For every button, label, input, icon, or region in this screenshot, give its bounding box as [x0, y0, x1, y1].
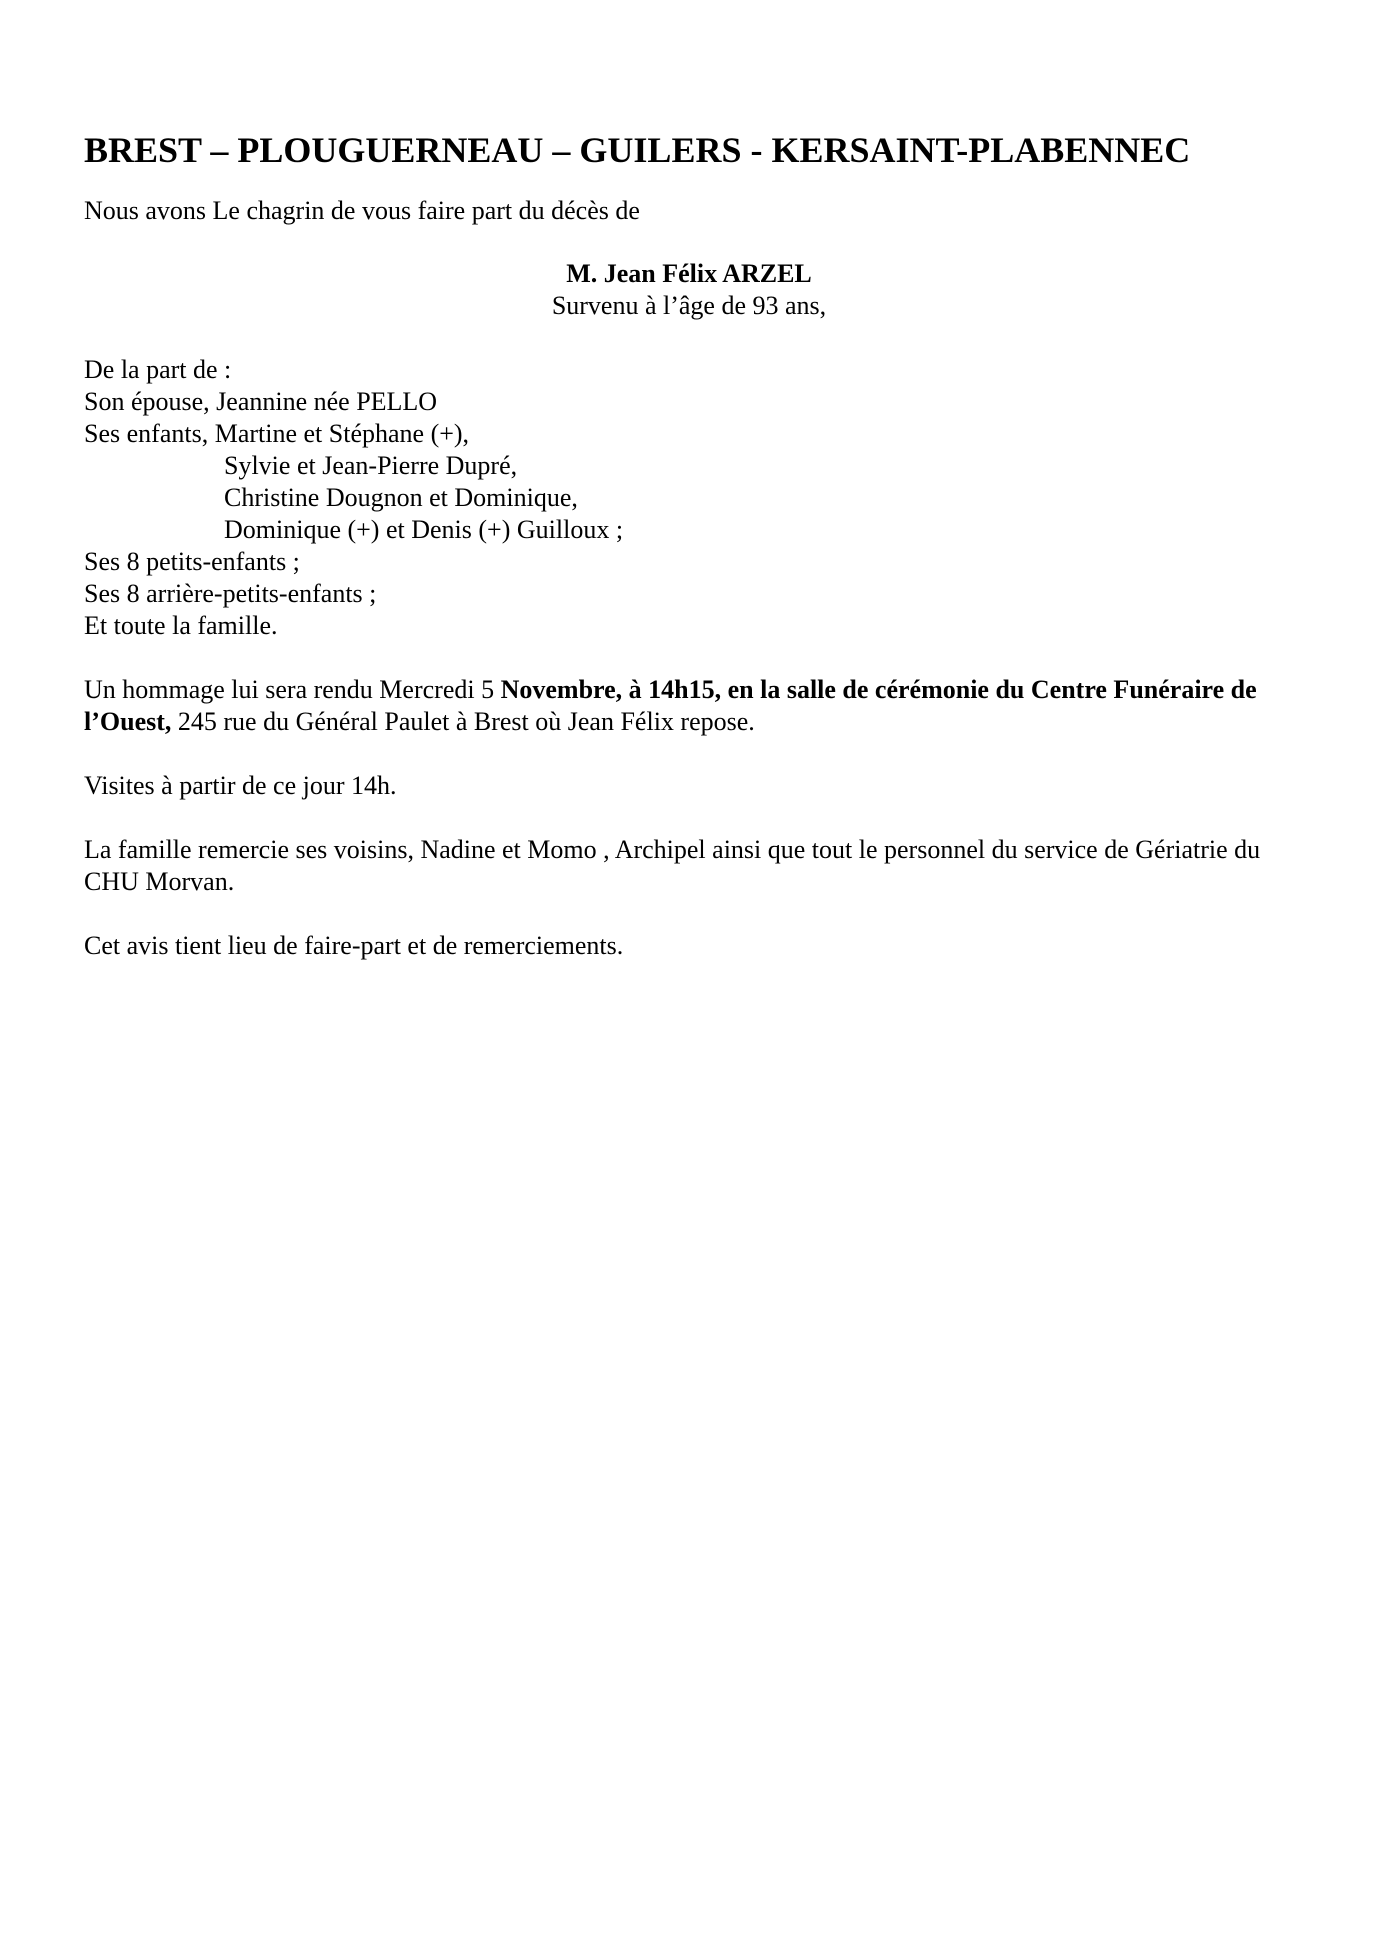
- ceremony-text: Un hommage lui sera rendu Mercredi 5: [84, 675, 501, 704]
- deceased-block: [84, 258, 1294, 322]
- great-grandchildren-line: Ses 8 arrière-petits-enfants ;: [84, 579, 377, 608]
- children-line: Dominique (+) et Denis (+) Guilloux ;: [224, 515, 624, 544]
- ceremony-address: 245 rue du Général Paulet à Brest où Jean Félix repose.: [171, 707, 755, 736]
- spouse-line: Son épouse, Jeannine née PELLO: [84, 387, 438, 416]
- children-line: Christine Dougnon et Dominique,: [224, 483, 578, 512]
- children-line: Sylvie et Jean-Pierre Dupré,: [224, 451, 518, 480]
- intro-line: Nous avons Le chagrin de vous faire part du décès de: [84, 196, 640, 225]
- ceremony-paragraph: [84, 674, 1294, 738]
- closing-line: Cet avis tient lieu de faire-part et de remerciements.: [84, 931, 624, 960]
- ceremony-location: Novembre, à 14h15, en la salle de cérémonie du Centre Funéraire de l’Ouest,: [84, 675, 1257, 736]
- thanks-paragraph: La famille remercie ses voisins, Nadine et Momo , Archipel ainsi que tout le personnel du service de Gériatrie du CHU Morvan.: [84, 835, 1261, 896]
- children-line: Ses enfants, Martine et Stéphane (+),: [84, 419, 470, 448]
- from-label: De la part de :: [84, 355, 232, 384]
- grandchildren-line: Ses 8 petits-enfants ;: [84, 547, 300, 576]
- notice-headline: BREST – PLOUGUERNEAU – GUILERS - KERSAINT-PLABENNEC: [84, 130, 1191, 170]
- age-line: Survenu à l’âge de 93 ans,: [551, 291, 827, 320]
- all-family-line: Et toute la famille.: [84, 611, 278, 640]
- notice-body: [84, 128, 1294, 962]
- family-list: [84, 354, 1294, 642]
- deceased-name: M. Jean Félix ARZEL: [566, 259, 812, 288]
- visits-line: Visites à partir de ce jour 14h.: [84, 771, 397, 800]
